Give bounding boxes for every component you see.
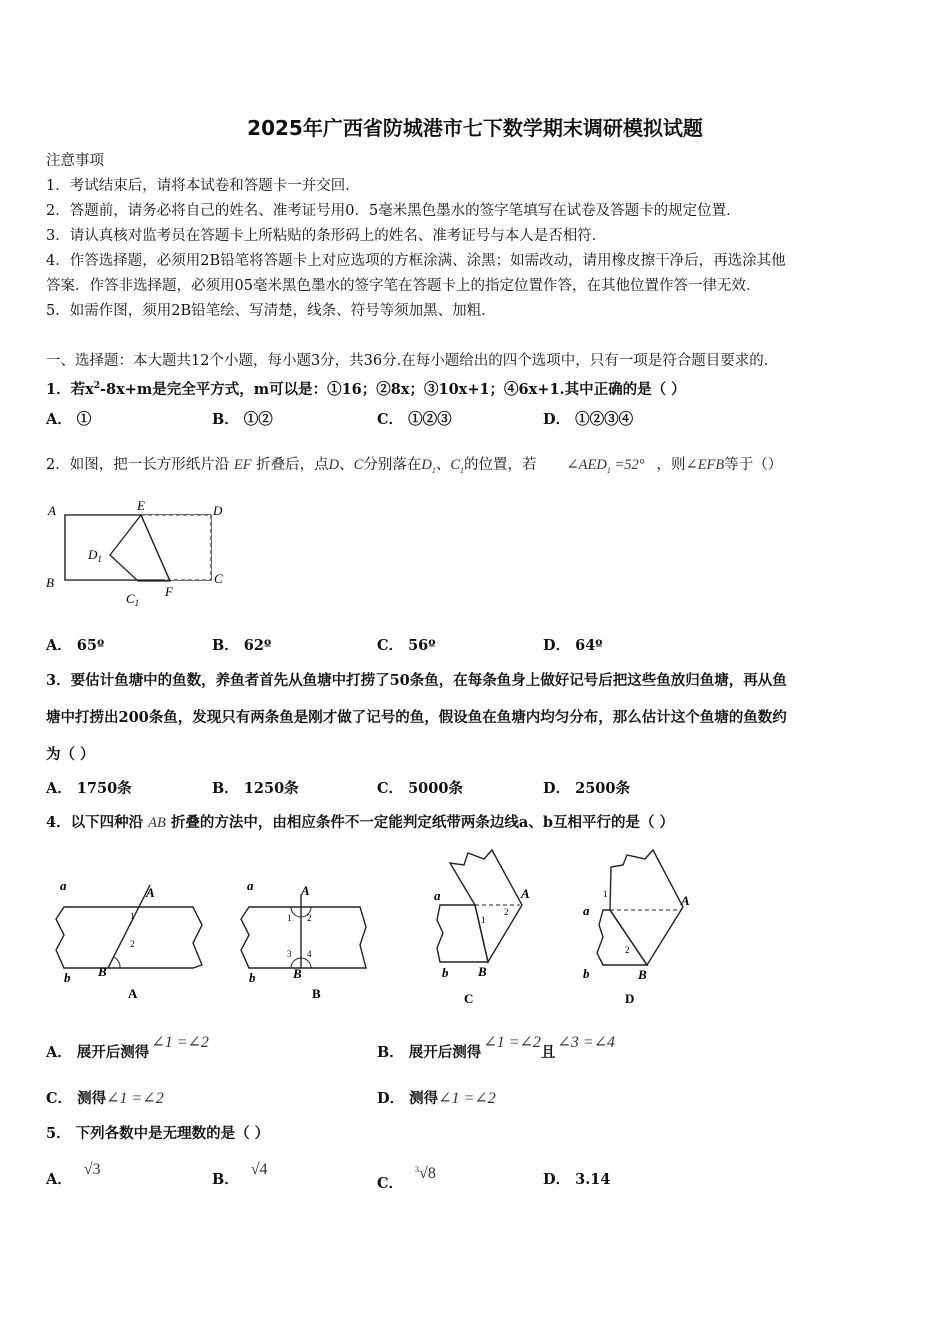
q2-option-d: D． 64º [543,637,603,654]
label-e: E [137,498,145,513]
label-point-b: B [293,966,302,981]
angle-label-1: 1 [130,911,135,921]
q1-option-d: D． ①②③④ [543,411,634,428]
angle-label-1: 1 [481,915,486,925]
question-3-line: 塘中打捞出200条鱼，发现只有两条鱼是刚才做了记号的鱼，假设鱼在鱼塘内均匀分布，那么估计这个鱼塘的鱼数约 [46,709,787,726]
notice-item: 5．如需作图，须用2B铅笔绘、写清楚，线条、符号等须加黑、加粗． [46,303,496,319]
label-point-a: A [301,883,310,898]
angle-label-4: 4 [307,949,312,959]
angle-label-2: 2 [625,945,630,955]
notice-heading: 注意事项 [46,153,104,169]
label-a-line: a [434,888,441,903]
label-c: C [214,571,223,586]
notice-item: 1．考试结束后，请将本试卷和答题卡一并交回． [46,178,360,194]
label-point-b: B [98,964,107,979]
label-a-line: a [60,878,67,893]
q4-figure-d [575,845,705,1010]
label-d1: $D_1$ [88,547,102,564]
q1-option-a: A． ① [46,411,92,428]
angle-arc-2 [114,957,120,968]
label-point-a: A [521,886,530,901]
q5-option-c: C．$^3$√8 [377,1164,436,1192]
page-title: 2025年广西省防城港市七下数学期末调研模拟试题 [247,116,703,140]
q2-option-b: B． 62º [212,637,272,654]
label-point-a: A [681,893,690,908]
q5-option-d: D． 3.14 [543,1171,611,1188]
question-3-line: 为（ ） [46,746,95,763]
q1-option-c: C． ①②③ [377,411,452,428]
q1-option-b: B． ①② [212,411,273,428]
paper-strip-lower [597,910,647,965]
folded-flap [450,850,522,962]
question-2-stem: 2．如图，把一长方形纸片沿 EF 折叠后，点D、C分别落在$D_1$、$C_1$的位置，若 $\angle AED_1 =52^\circ$ ，则∠EFB等于（） [46,457,783,475]
angle-label-1: 1 [287,913,292,923]
q3-option-a: A． 1750条 [46,780,132,797]
q5-option-b: B．√4 [212,1161,268,1188]
angle-label-2: 2 [130,939,135,949]
folded-flap [610,850,683,965]
question-1-stem: 1．若$x^2-8x+m$是完全平方式，m可以是：①16；②8x；③10x+1；④6x+1.其中正确的是（ ） [46,380,686,398]
fold-line-ab [108,885,150,968]
label-b-line: b [442,965,449,980]
notice-item: 2．答题前，请务必将自己的姓名、准考证号用0．5毫米黑色墨水的签字笔填写在试卷及答题卡的规定位置． [46,203,741,219]
label-point-a: A [146,885,155,900]
q2-option-c: C． 56º [377,637,436,654]
label-point-b: B [478,964,487,979]
notice-item: 3．请认真核对监考员在答题卡上所粘贴的条形码上的姓名、准考证号与本人是否相符． [46,228,607,244]
q2-folding-figure [40,495,240,615]
q4-figure-b [235,875,375,1005]
q4-option-b: B． 展开后测得∠1 =∠2且∠3 =∠4 [377,1034,616,1061]
angle-label-2: 2 [307,913,312,923]
q4-figure-c [420,845,550,1010]
angle-label-3: 3 [287,949,292,959]
paper-strip [241,907,366,968]
label-d: D [213,503,223,518]
figure-caption-a: A [128,986,138,1001]
label-a-line: a [247,878,254,893]
notice-item: 4．作答选择题，必须用2B铅笔将答题卡上对应选项的方框涂满、涂黑；如需改动，请用橡皮擦干净后，再选涂其他 [46,253,786,269]
q4-option-c: C． 测得∠1 =∠2 [46,1090,164,1107]
paper-strip-lower [437,905,488,962]
question-3-line: 3．要估计鱼塘中的鱼数，养鱼者首先从鱼塘中打捞了50条鱼，在每条鱼身上做好记号后把这些鱼放归鱼塘，再从鱼 [46,672,787,689]
label-b: B [46,575,54,590]
q4-option-a: A． 展开后测得∠1 =∠2 [46,1034,209,1061]
label-a: A [48,503,56,518]
notice-item: 答案．作答非选择题，必须用05毫米黑色墨水的签字笔在答题卡上的指定位置作答，在其他位置作答一律无效． [46,278,761,294]
label-b-line: b [583,966,590,981]
figure-caption-b: B [312,986,321,1001]
q3-option-d: D． 2500条 [543,780,630,797]
label-c1: $C_1$ [126,591,140,608]
q3-option-b: B． 1250条 [212,780,299,797]
paper-strip [56,907,202,968]
q4-option-d: D． 测得∠1 =∠2 [377,1090,496,1107]
q3-option-c: C． 5000条 [377,780,463,797]
question-4-stem: 4．以下四种沿 AB 折叠的方法中，由相应条件不一定能判定纸带两条边线a、b互相平行的是（ ） [46,814,675,831]
angle-label-2: 2 [504,907,509,917]
q4-figure-a [50,875,215,1005]
figure-caption-d: D [625,991,635,1006]
section-heading: 一、选择题：本大题共12个小题，每小题3分，共36分.在每小题给出的四个选项中，只有一项是符合题目要求的. [46,353,769,369]
figure-caption-c: C [464,991,474,1006]
q5-option-a: A．√3 [46,1161,101,1188]
label-a-line: a [583,903,590,918]
question-5-stem: 5． 下列各数中是无理数的是（ ） [46,1125,270,1142]
label-b-line: b [249,970,256,985]
label-b-line: b [64,970,71,985]
label-f: F [165,584,173,599]
angle-label-1: 1 [603,889,608,899]
label-point-b: B [638,967,647,982]
q2-option-a: A． 65º [46,637,105,654]
